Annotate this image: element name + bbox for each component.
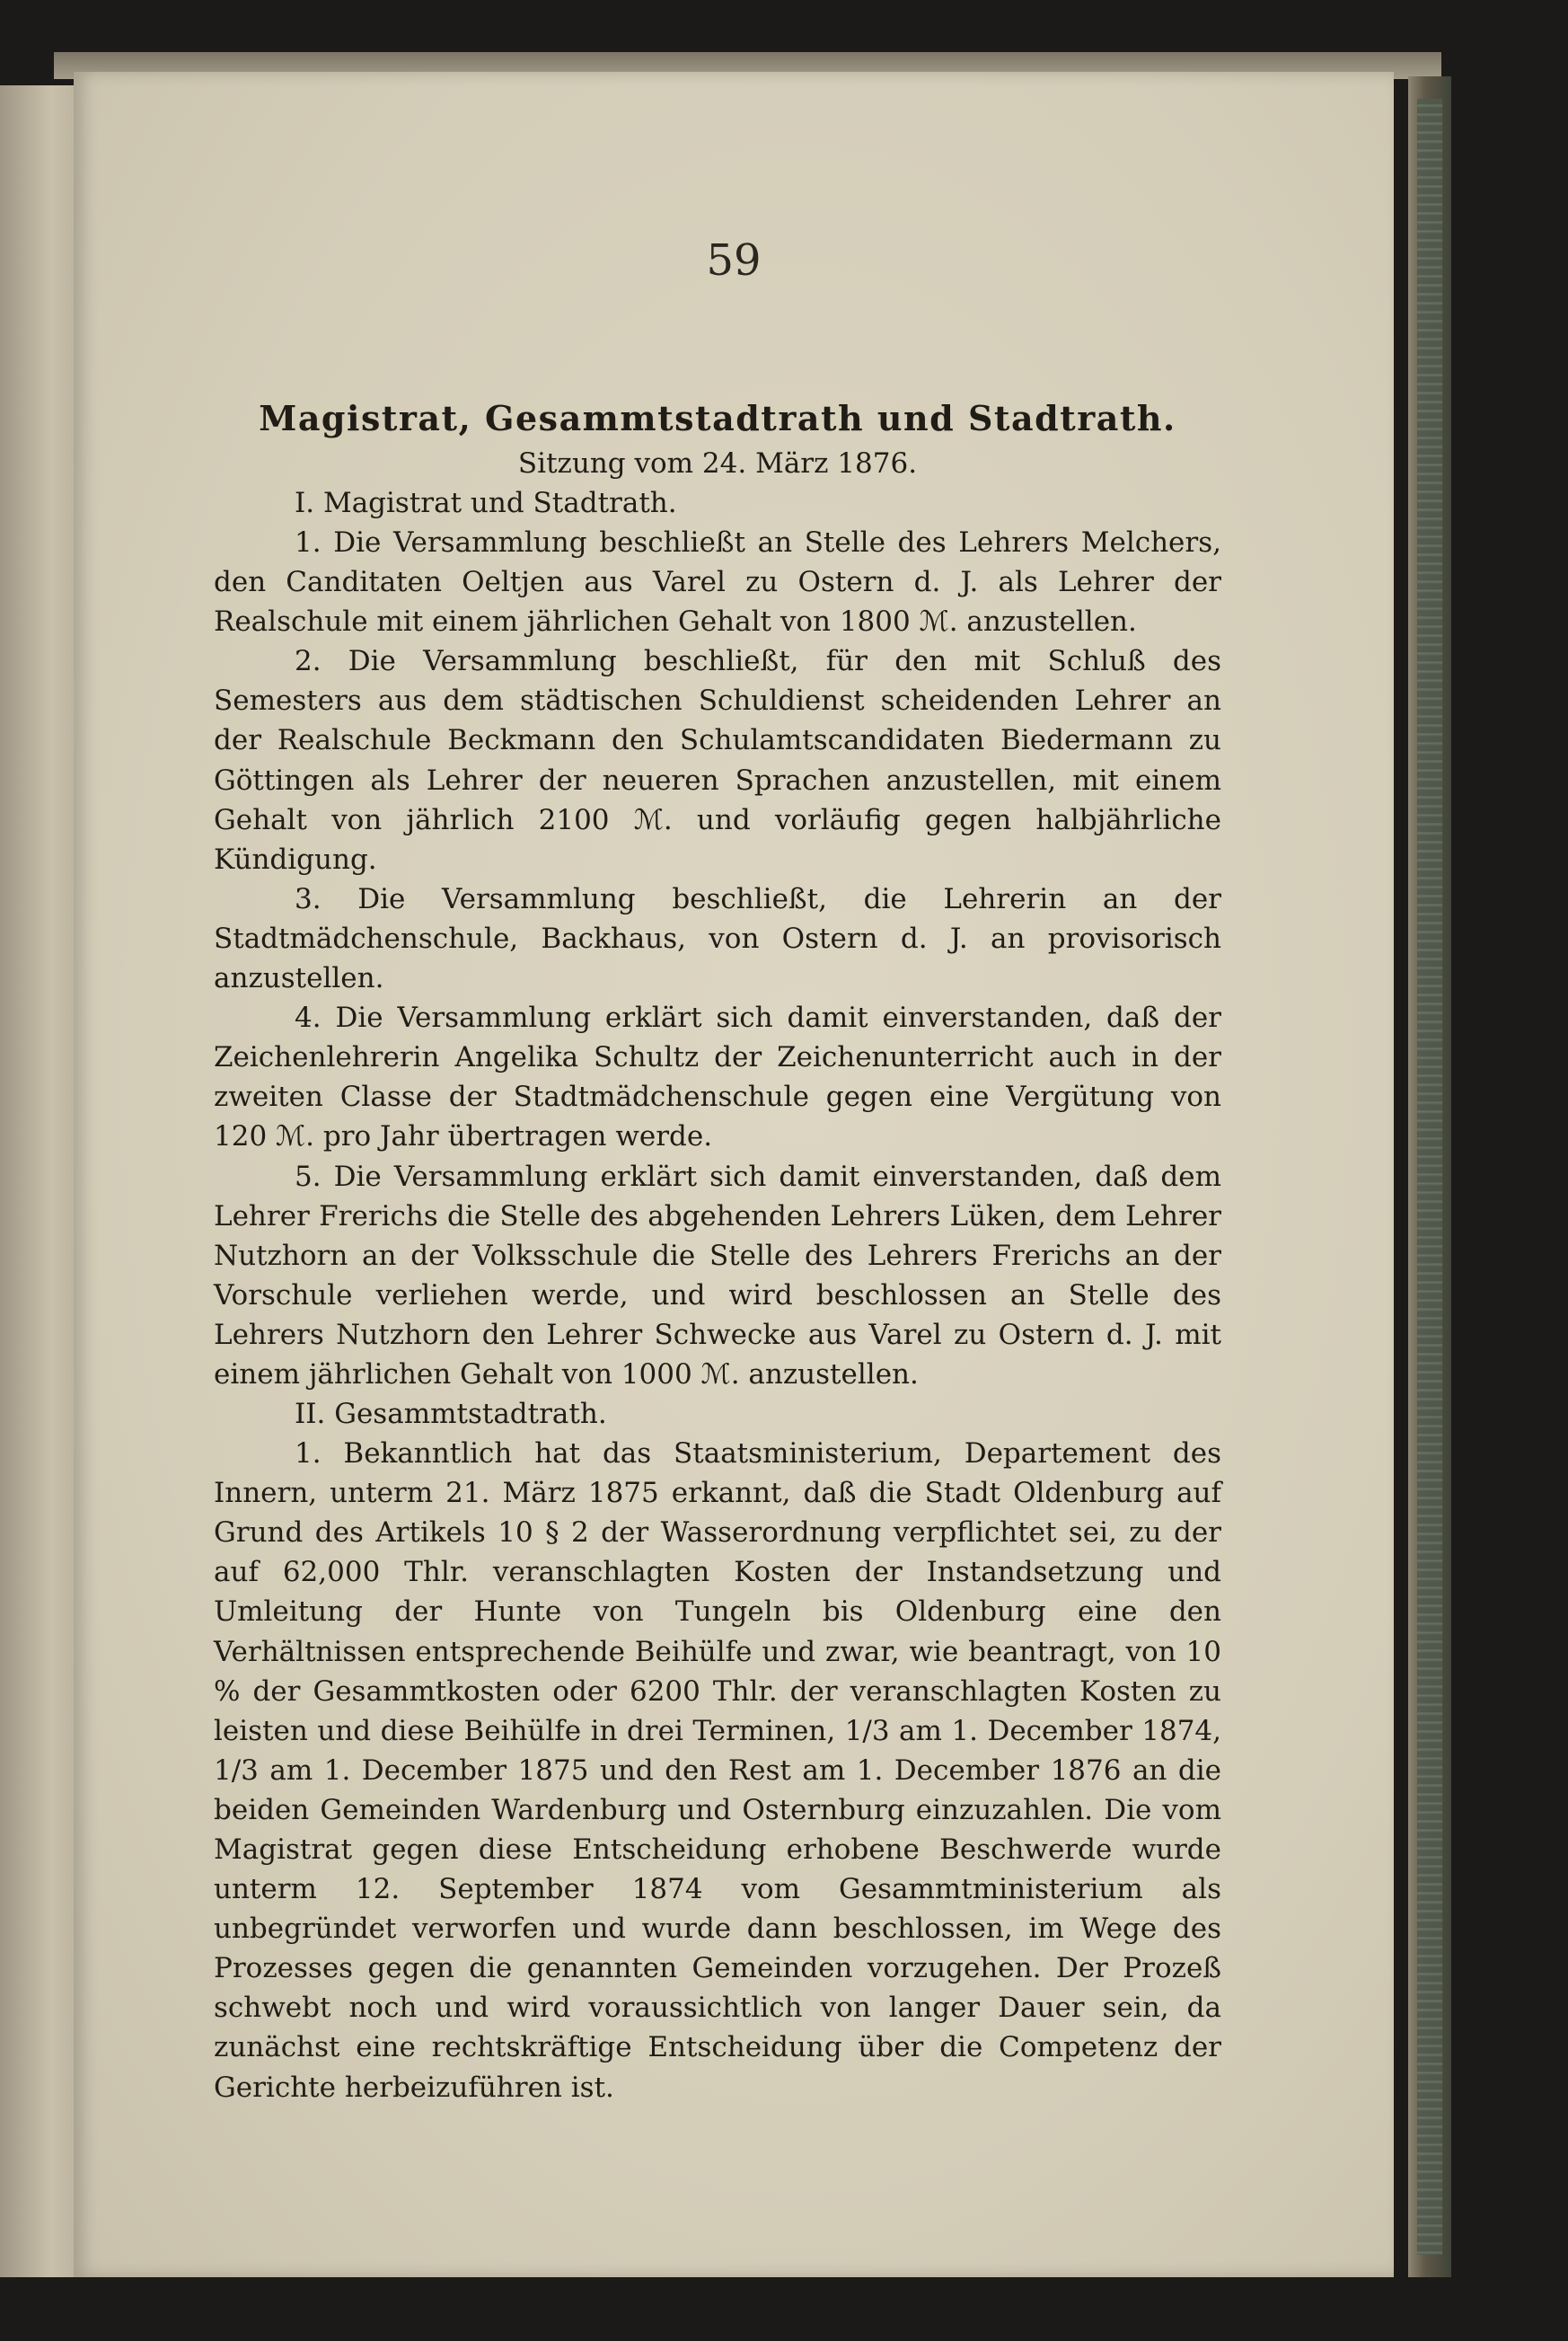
- paragraph-1-5: 5. Die Versammlung erklärt sich damit einverstanden, daß dem Lehrer Frerichs die Stelle des abgehenden Lehrers Lüken, dem Lehrer Nutzhorn an der Volksschule die Stelle des Lehrers Frerichs an der Vorschule verliehen werde, und wird beschlossen an Stelle des Lehrers Nutzhorn den Lehrer Schwecke aus Varel zu Ostern d. J. mit einem jährlichen Gehalt von 1000 ℳ. anzustellen.: [214, 1160, 1221, 1391]
- paragraph-1-1: 1. Die Versammlung beschließt an Stelle des Lehrers Melchers, den Canditaten Oeltjen aus Varel zu Ostern d. J. als Lehrer der Realschule mit einem jährlichen Gehalt von 1800 ℳ. anzustellen.: [214, 526, 1221, 639]
- paragraph-1-3: 3. Die Versammlung beschließt, die Lehrerin an der Stadtmädchenschule, Backhaus, von Ostern d. J. an provisorisch anzustellen.: [214, 882, 1221, 995]
- section-title-gesammtstadtrath: II. Gesammtstadtrath.: [295, 1398, 607, 1431]
- page-heading: Magistrat, Gesammtstadtrath und Stadtrath.: [259, 398, 1176, 438]
- section-title-magistrat: I. Magistrat und Stadtrath.: [295, 487, 677, 519]
- paragraph-1-2: 2. Die Versammlung beschließt, für den mit Schluß des Semesters aus dem städtischen Schuldienst scheidenden Lehrer an der Realschule Beckmann den Schulamtscandidaten Biedermann zu Göttingen als Lehrer der neueren Sprachen anzustellen, mit einem Gehalt von jährlich 2100 ℳ. und vorläufig gegen halbjährliche Kündigung.: [214, 645, 1221, 876]
- paragraph-1-4: 4. Die Versammlung erklärt sich damit einverstanden, daß der Zeichenlehrerin Angelika Schultz der Zeichenunterricht auch in der zweiten Classe der Stadtmädchenschule gegen eine Vergütung von 120 ℳ. pro Jahr übertragen werde.: [214, 1002, 1221, 1153]
- spine-decoration: [1417, 99, 1442, 2255]
- page-content: [214, 397, 1221, 2107]
- session-date: Sitzung vom 24. März 1876.: [517, 447, 918, 480]
- book-page: [74, 72, 1394, 2277]
- paragraph-2-1: 1. Bekanntlich hat das Staatsministerium, Departement des Innern, unterm 21. März 1875 erkannt, daß die Stadt Oldenburg auf Grund des Artikels 10 § 2 der Wasserordnung verpflichtet sei, zu der auf 62,000 Thlr. veranschlagten Kosten der Instandsetzung und Umleitung der Hunte von Tungeln bis Oldenburg eine den Verhältnissen entsprechende Beihülfe und zwar, wie beantragt, von 10 % der Gesammtkosten oder 6200 Thlr. der veranschlagten Kosten zu leisten und diese Beihülfe in drei Terminen, 1/3 am 1. December 1874, 1/3 am 1. December 1875 und den Rest am 1. December 1876 an die beiden Gemeinden Wardenburg und Osternburg einzuzahlen. Die vom Magistrat gegen diese Entscheidung erhobene Beschwerde wurde unterm 12. September 1874 vom Gesammtministerium als unbegründet verworfen und wurde dann beschlossen, im Wege des Prozesses gegen die genannten Gemeinden vorzugehen. Der Prozeß schwebt noch und wird voraussichtlich von langer Dauer sein, da zunächst eine rechtskräftige Entscheidung über die Competenz der Gerichte herbeizuführen ist.: [214, 1437, 1221, 2104]
- page-number: 59: [706, 235, 762, 286]
